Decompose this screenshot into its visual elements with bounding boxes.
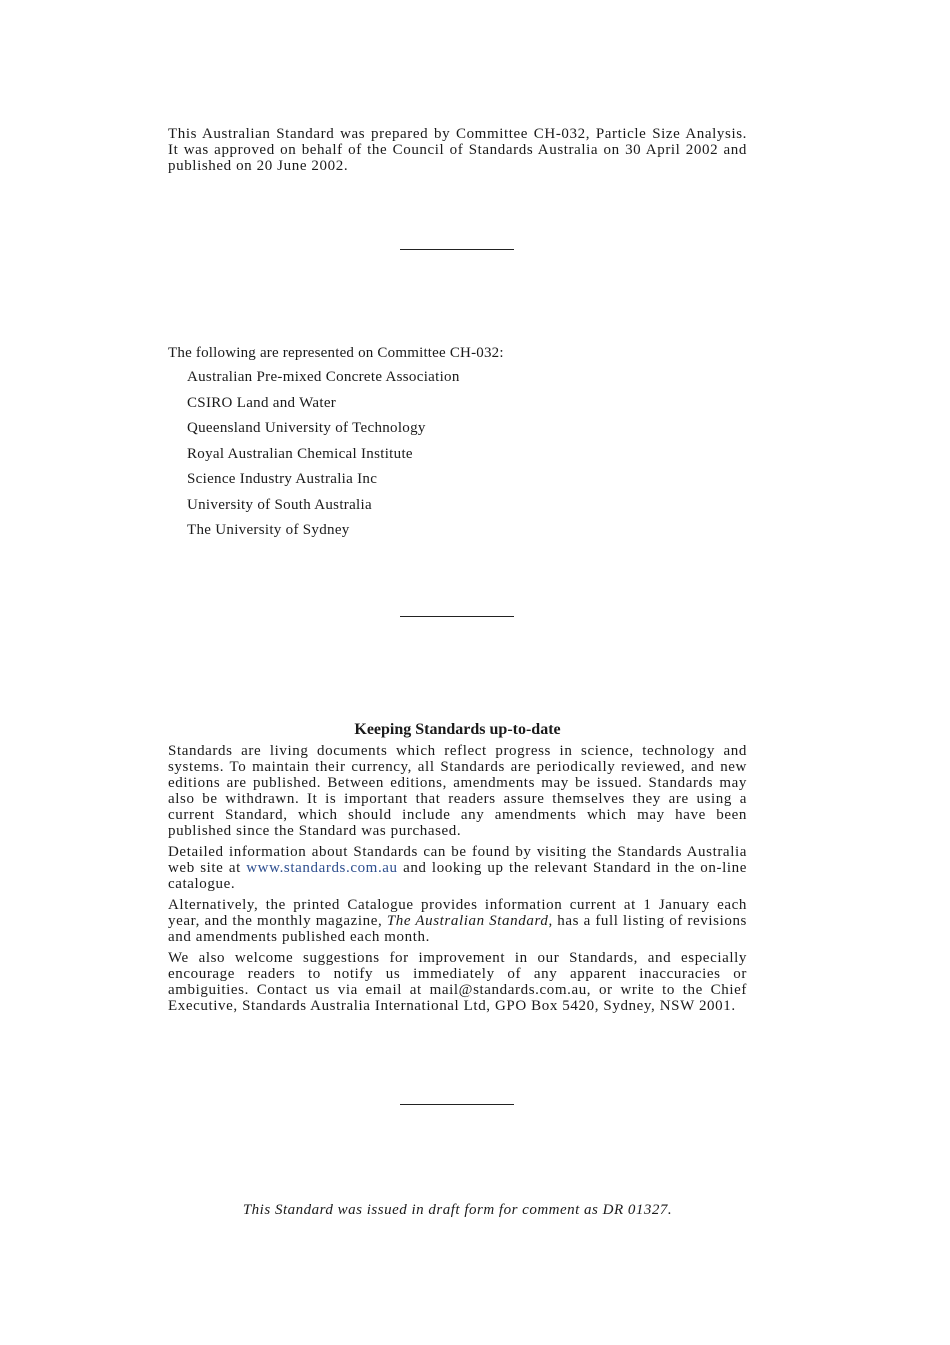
paragraph-text: Detailed information about Standards can be found by visiting the Standards Australia web site at: [168, 844, 747, 876]
committee-member: University of South Australia: [187, 496, 372, 513]
committee-intro: The following are represented on Committee CH-032:: [168, 345, 504, 361]
committee-member: Australian Pre-mixed Concrete Association: [187, 369, 460, 385]
preparation-statement: This Australian Standard was prepared by Committee CH-032, Particle Size Analysis. It was approved on behalf of the Council of Standards Australia on 30 April 2002 and published on 20 June 2002.: [168, 126, 747, 174]
section-divider: [400, 1104, 514, 1105]
committee-member: Science Industry Australia Inc: [187, 471, 378, 487]
paragraph-text: and looking up the relevant Standard in the on-line catalogue.: [168, 860, 747, 892]
draft-note: This Standard was issued in draft form for comment as DR 01327.: [242, 1202, 673, 1218]
paragraph-catalogue: [168, 897, 747, 945]
committee-member: Queensland University of Technology: [187, 420, 426, 436]
keeping-standards-body: [168, 743, 747, 1019]
paragraph-text: , has a full listing of revisions and amendments published each month.: [168, 913, 747, 945]
keeping-standards-heading: Keeping Standards up-to-date: [354, 721, 561, 738]
paragraph-suggestions: We also welcome suggestions for improvement in our Standards, and especially encourage readers to notify us immediately of any apparent inaccuracies or ambiguities. Contact us via email at mail@standards.com.au, or write to the Chief Executive, Standards Australia International Ltd, GPO Box 5420, Sydney, NSW 2001.: [168, 950, 747, 1014]
committee-member-list: [187, 369, 460, 548]
magazine-title: The Australian Standard: [386, 913, 549, 929]
section-divider: [400, 249, 514, 250]
paragraph-text: Alternatively, the printed Catalogue provides information current at 1 January each year, and the monthly magazine,: [168, 897, 747, 929]
committee-member: Royal Australian Chemical Institute: [187, 445, 413, 462]
paragraph-living-documents: Standards are living documents which reflect progress in science, technology and systems. To maintain their currency, all Standards are periodically reviewed, and new editions are published. Between editions, amendments may be issued. Standards may also be withdrawn. It is important that readers assure themselves they are using a current Standard, which should include any amendments which may have been published since the Standard was purchased.: [168, 743, 747, 839]
paragraph-web-site: [168, 844, 747, 892]
standards-website-link[interactable]: www.standards.com.au: [246, 860, 398, 876]
committee-member: CSIRO Land and Water: [187, 394, 337, 411]
committee-member: The University of Sydney: [187, 522, 350, 538]
section-divider: [400, 616, 514, 617]
